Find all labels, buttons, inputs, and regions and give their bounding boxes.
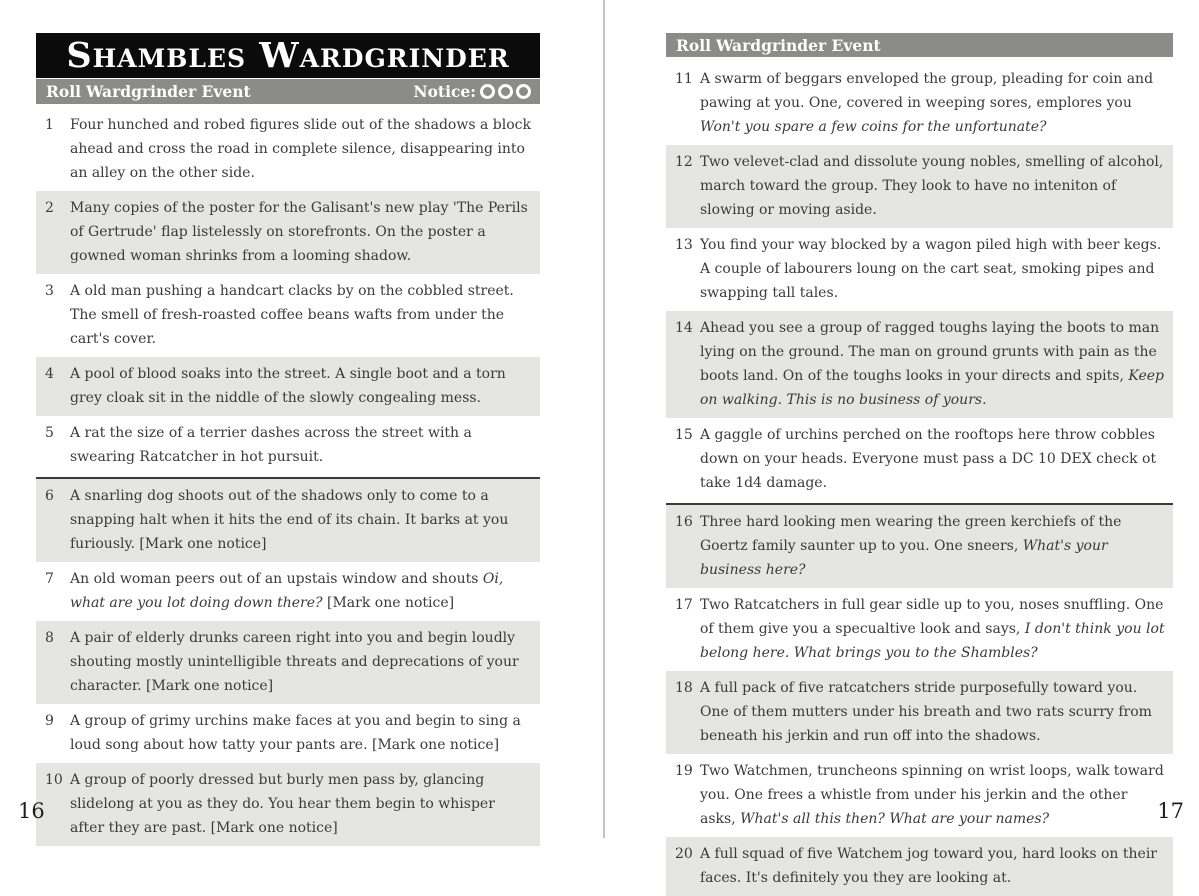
event-text: A pair of elderly drunks careen right into you and begin loudly shouting mostly unintelligible threats and deprecations of your character. [Mark one notice] [70, 630, 519, 694]
event-text: A rat the size of a terrier dashes across the street with a swearing Ratcatcher in hot pursuit. [70, 425, 472, 465]
roll-number: 3 [45, 283, 54, 299]
notice-tracker [413, 82, 540, 101]
page-number-left: 16 [18, 799, 45, 823]
notice-label: Notice: [413, 82, 476, 101]
event-text: Many copies of the poster for the Galisant's new play 'The Perils of Gertrude' flap listelessly on storefronts. On the poster a gowned woman shrinks from a looming shadow. [70, 200, 528, 264]
event-column-header: Wardgrinder Event [716, 35, 881, 55]
table-title: Shambles Wardgrinder [66, 35, 510, 76]
roll-number: 10 [45, 772, 63, 788]
event-text: A full pack of five ratcatchers stride purposefully toward you. One of them mutters under his breath and two rats scurry from beneath his jerkin and run off into the shadows. [700, 680, 1152, 744]
notice-circle-icon [516, 84, 531, 99]
event-text: Ahead you see a group of ragged toughs laying the boots to man lying on the ground. The man on ground grunts with pain as the boots land. On of the toughs looks in your directs and spits, Keep on walking. This is no business of yours. [700, 320, 1164, 408]
notice-circles [480, 84, 531, 99]
table-row [666, 228, 1173, 311]
event-text: Four hunched and robed figures slide out of the shadows a block ahead and cross the road in complete silence, disappearing into an alley on the other side. [70, 117, 531, 181]
table-row [666, 62, 1173, 145]
page-gutter-divider [603, 0, 605, 838]
table-row [36, 191, 540, 274]
table-row [36, 562, 540, 621]
event-text: Two Ratcatchers in full gear sidle up to you, noses snuffling. One of them give you a specualtive look and says, I don't think you lot belong here. What brings you to the Shambles? [700, 597, 1165, 661]
roll-number: 18 [675, 680, 693, 696]
roll-number: 5 [45, 425, 54, 441]
notice-circle-icon [498, 84, 513, 99]
roll-number: 6 [45, 488, 54, 504]
table-row [666, 503, 1173, 588]
roll-number: 14 [675, 320, 693, 336]
roll-number: 1 [45, 117, 54, 133]
roll-number: 17 [675, 597, 693, 613]
roll-number: 7 [45, 571, 54, 587]
roll-number: 12 [675, 154, 693, 170]
event-text: A swarm of beggars enveloped the group, pleading for coin and pawing at you. One, covered in weeping sores, emplores you Won't you spare a few coins for the unfortunate? [700, 71, 1154, 135]
roll-number: 16 [675, 514, 693, 530]
table-row [36, 274, 540, 357]
notice-circle-icon [480, 84, 495, 99]
page-number-right: 17 [1157, 799, 1184, 823]
table-row [36, 477, 540, 562]
left-table-header [36, 79, 540, 104]
table-row [666, 418, 1173, 501]
roll-number: 11 [675, 71, 693, 87]
left-table-rows [36, 108, 540, 846]
roll-number: 2 [45, 200, 54, 216]
roll-number: 8 [45, 630, 54, 646]
roll-column-header: Roll [676, 35, 711, 55]
event-text: Two Watchmen, truncheons spinning on wrist loops, walk toward you. One frees a whistle from under his jerkin and the other asks, What's all this then? What are your names? [700, 763, 1164, 827]
event-text: Three hard looking men wearing the green kerchiefs of the Goertz family saunter up to you. One sneers, What's your business here? [700, 514, 1122, 578]
table-row [36, 357, 540, 416]
left-page [36, 33, 540, 846]
event-text: You find your way blocked by a wagon piled high with beer kegs. A couple of labourers loung on the cart seat, smoking pipes and swapping tall tales. [700, 237, 1162, 301]
event-text: A group of poorly dressed but burly men pass by, glancing slidelong at you as they do. You hear them begin to whisper after they are past. [Mark one notice] [70, 772, 495, 836]
event-text: A gaggle of urchins perched on the rooftops here throw cobbles down on your heads. Everyone must pass a DC 10 DEX check ot take 1d4 damage. [700, 427, 1157, 491]
table-row [36, 108, 540, 191]
table-row [666, 837, 1173, 896]
right-table-header [666, 33, 1173, 57]
table-row [36, 416, 540, 475]
table-row [666, 671, 1173, 754]
event-text: A full squad of five Watchem jog toward you, hard looks on their faces. It's definitely you they are looking at. [700, 846, 1157, 886]
event-text: A snarling dog shoots out of the shadows only to come to a snapping halt when it hits the end of its chain. It barks at you furiously. [Mark one notice] [70, 488, 509, 552]
table-row [666, 145, 1173, 228]
table-row [36, 763, 540, 846]
roll-number: 15 [675, 427, 693, 443]
roll-number: 20 [675, 846, 693, 862]
event-text: A group of grimy urchins make faces at you and begin to sing a loud song about how tatty your pants are. [Mark one notice] [70, 713, 521, 753]
roll-column-header: Roll [46, 82, 81, 101]
roll-number: 13 [675, 237, 693, 253]
roll-number: 4 [45, 366, 54, 382]
roll-number: 9 [45, 713, 54, 729]
right-page [666, 33, 1173, 896]
right-table-rows [666, 62, 1173, 896]
event-text: An old woman peers out of an upstais window and shouts Oi, what are you lot doing down there? [Mark one notice] [70, 571, 504, 611]
table-row [36, 621, 540, 704]
event-text: Two velevet-clad and dissolute young nobles, smelling of alcohol, march toward the group. They look to have no inteniton of slowing or moving aside. [700, 154, 1164, 218]
event-text: A old man pushing a handcart clacks by on the cobbled street. The smell of fresh-roasted coffee beans wafts from under the cart's cover. [70, 283, 514, 347]
table-row [36, 704, 540, 763]
event-column-header: Wardgrinder Event [86, 82, 251, 101]
event-text: A pool of blood soaks into the street. A single boot and a torn grey cloak sit in the niddle of the slowly congealing mess. [70, 366, 506, 406]
table-row [666, 311, 1173, 418]
table-row [666, 754, 1173, 837]
roll-number: 19 [675, 763, 693, 779]
table-row [666, 588, 1173, 671]
table-title-banner [36, 33, 540, 78]
